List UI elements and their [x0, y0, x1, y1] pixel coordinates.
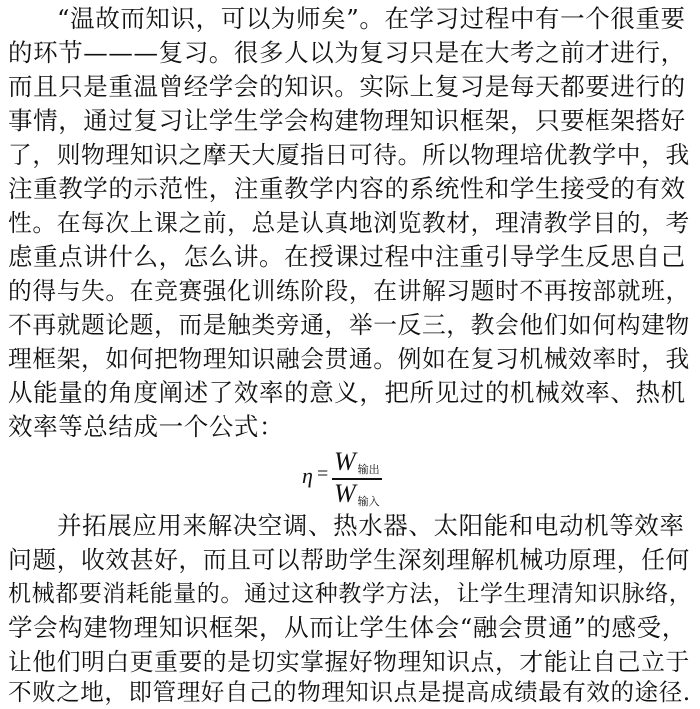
formula-denominator [334, 479, 380, 509]
efficiency-formula [300, 447, 450, 509]
text-line: 的环节———复习。很多人以为复习只是在大考之前才进行， [8, 38, 686, 67]
text-line: 而且只是重温曾经学会的知识。实际上复习是每天都要进行的 [8, 72, 686, 101]
text-line: 让他们明白更重要的是切实掌握好物理知识点，才能让自己立于 [8, 648, 690, 676]
text-line: 事情，通过复习让学生学会构建物理知识框架，只要框架搭好 [8, 106, 686, 135]
formula-equals: = [317, 463, 329, 485]
text-line: 性。在每次上课之前，总是认真地浏览教材，理清教学目的，考 [8, 209, 690, 237]
text-line: 理框架，如何把物理知识融会贯通。例如在复习机械效率时，我 [8, 345, 690, 373]
text-line: 不败之地，即管理好自己的物理知识点是提高成绩最有效的途径. [8, 678, 691, 706]
text-line: 机械都要消耗能量的。通过这种教学方法，让学生理清知识脉络， [8, 581, 693, 607]
numerator-variable: W [334, 447, 356, 476]
text-line: 学会构建物理知识框架，从而让学生体会“融会贯通”的感受， [8, 613, 687, 642]
formula-numerator [334, 447, 380, 477]
text-line: 效率等总结成一个公式： [8, 412, 285, 441]
text-line: “温故而知识，可以为师矣”。在学习过程中有一个很重要 [57, 4, 686, 33]
text-line: 问题，收效甚好，而且可以帮助学生深刻理解机械功原理，任何 [8, 546, 690, 574]
text-line: 的得与失。在竞赛强化训练阶段，在讲解习题时不再按部就班， [8, 277, 690, 305]
formula-symbol: η [302, 463, 313, 488]
denominator-variable: W [334, 479, 356, 508]
text-line: 了，则物理知识之摩天大厦指日可待。所以物理培优教学中，我 [8, 141, 690, 169]
text-line: 虑重点讲什么，怎么讲。在授课过程中注重引导学生反思自己 [8, 242, 686, 271]
text-line: 注重教学的示范性，注重教学内容的系统性和学生接受的有效 [8, 174, 686, 203]
denominator-subscript: 输入 [357, 495, 380, 508]
text-line: 从能量的角度阐述了效率的意义，把所见过的机械效率、热机 [8, 378, 686, 407]
text-line: 不再就题论题，而是触类旁通，举一反三，教会他们如何构建物 [8, 311, 690, 339]
numerator-subscript: 输出 [357, 463, 380, 476]
text-line: 并拓展应用来解决空调、热水器、太阳能和电动机等效率 [57, 511, 685, 540]
